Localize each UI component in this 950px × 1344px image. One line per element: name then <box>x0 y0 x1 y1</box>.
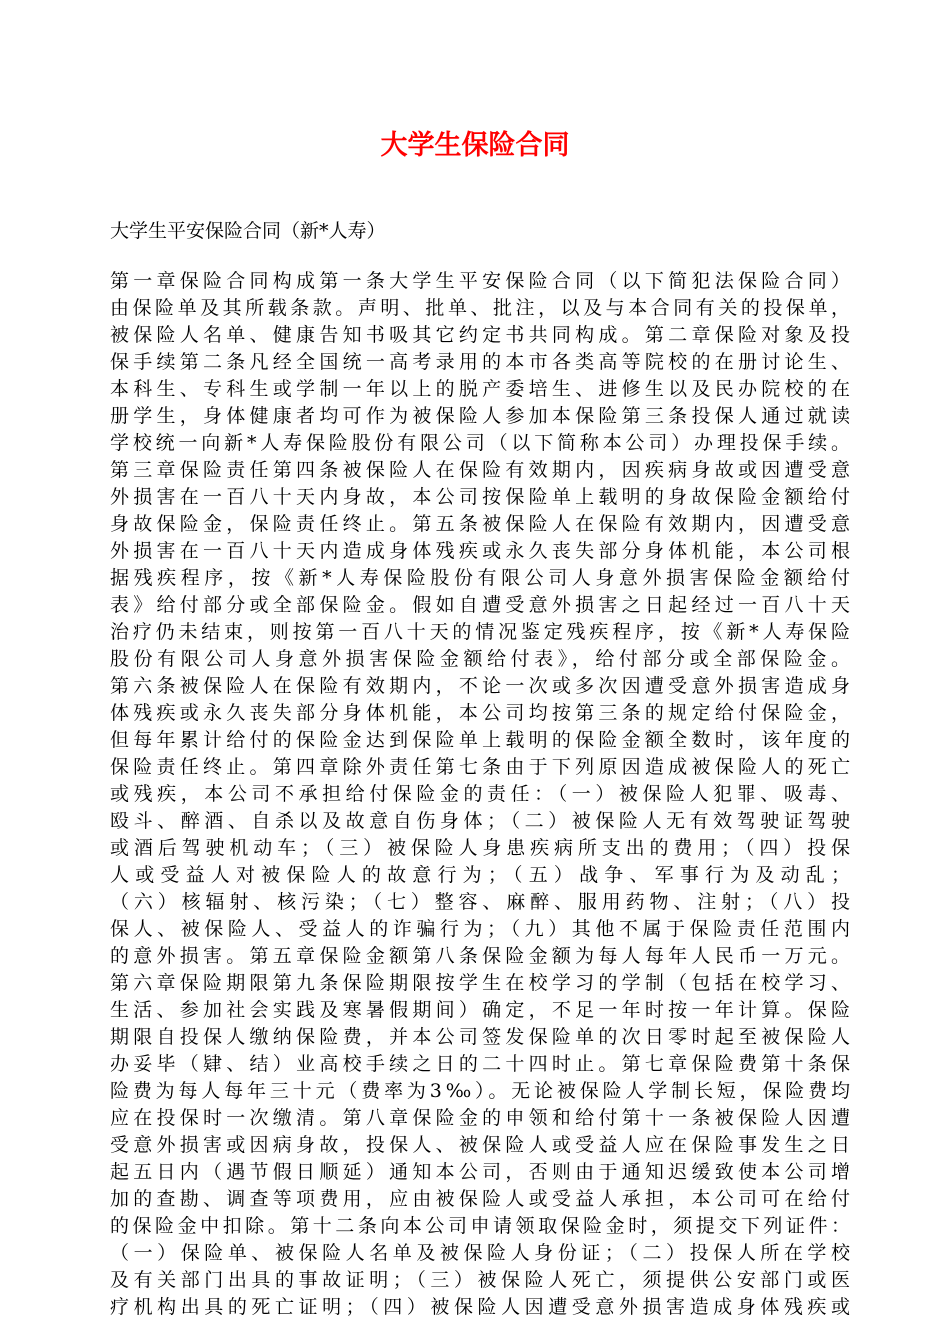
body-line: 治疗仍未结束，则按第一百八十天的情况鉴定残疾程序，按《新*人寿保险 <box>110 621 850 643</box>
body-line: （六）核辐射、核污染；（七）整容、麻醉、服用药物、注射；（八）投 <box>110 891 850 913</box>
body-line: 受意外损害或因病身故，投保人、被保险人或受益人应在保险事发生之日 <box>110 1134 850 1156</box>
body-line: （一）保险单、被保险人名单及被保险人身份证；（二）投保人所在学校 <box>110 1242 850 1264</box>
body-line: 或残疾，本公司不承担给付保险金的责任：（一）被保险人犯罪、吸毒、 <box>110 783 850 805</box>
body-line: 据残疾程序，按《新*人寿保险股份有限公司人身意外损害保险金额给付 <box>110 567 850 589</box>
body-line: 或酒后驾驶机动车；（三）被保险人身患疾病所支出的费用；（四）投保 <box>110 837 850 859</box>
body-line: 加的查勘、调查等项费用，应由被保险人或受益人承担，本公司可在给付 <box>110 1188 850 1210</box>
body-line: 的意外损害。第五章保险金额第八条保险金额为每人每年人民币一万元。 <box>110 945 850 967</box>
body-line: 殴斗、醉酒、自杀以及故意自伤身体；（二）被保险人无有效驾驶证驾驶 <box>110 810 850 832</box>
body-line: 身故保险金，保险责任终止。第五条被保险人在保险有效期内，因遭受意 <box>110 513 850 535</box>
document-title: 大学生保险合同 <box>380 130 570 161</box>
body-line: 期限自投保人缴纳保险费，并本公司签发保险单的次日零时起至被保险人 <box>110 1026 850 1048</box>
body-line: 股份有限公司人身意外损害保险金额给付表》，给付部分或全部保险金。 <box>110 648 850 670</box>
body-line: 疗机构出具的死亡证明；（四）被保险人因遭受意外损害造成身体残疾或 <box>110 1296 850 1318</box>
body-line: 人或受益人对被保险人的故意行为；（五）战争、军事行为及动乱； <box>110 864 850 886</box>
body-line: 外损害在一百八十天内身故，本公司按保险单上载明的身故保险金额给付 <box>110 486 850 508</box>
body-line: 保人、被保险人、受益人的诈骗行为；（九）其他不属于保险责任范围内 <box>110 918 850 940</box>
body-line: 本科生、专科生或学制一年以上的脱产委培生、进修生以及民办院校的在 <box>110 378 850 400</box>
body-line: 起五日内（遇节假日顺延）通知本公司，否则由于通知迟缓致使本公司增 <box>110 1161 850 1183</box>
body-line: 保险责任终止。第四章除外责任第七条由于下列原因造成被保险人的死亡 <box>110 756 850 778</box>
document-subtitle: 大学生平安保险合同（新*人寿） <box>110 220 386 242</box>
body-line: 由保险单及其所载条款。声明、批单、批注，以及与本合同有关的投保单， <box>110 297 850 319</box>
body-line: 险费为每人每年三十元（费率为3‰）。无论被保险人学制长短，保险费均 <box>110 1080 850 1102</box>
body-line: 保手续第二条凡经全国统一高考录用的本市各类高等院校的在册讨论生、 <box>110 351 850 373</box>
body-line: 应在投保时一次缴清。第八章保险金的申领和给付第十一条被保险人因遭 <box>110 1107 850 1129</box>
body-line: 表》给付部分或全部保险金。假如自遭受意外损害之日起经过一百八十天 <box>110 594 850 616</box>
body-line: 体残疾或永久丧失部分身体机能，本公司均按第三条的规定给付保险金， <box>110 702 850 724</box>
document-body <box>110 268 850 1321</box>
body-line: 第三章保险责任第四条被保险人在保险有效期内，因疾病身故或因遭受意 <box>110 459 850 481</box>
body-line: 学校统一向新*人寿保险股份有限公司（以下简称本公司）办理投保手续。 <box>110 432 850 454</box>
body-line: 但每年累计给付的保险金达到保险单上载明的保险金额全数时，该年度的 <box>110 729 850 751</box>
body-line: 生活、参加社会实践及寒暑假期间）确定，不足一年时按一年计算。保险 <box>110 999 850 1021</box>
body-line: 第一章保险合同构成第一条大学生平安保险合同（以下简犯法保险合同） <box>110 270 850 292</box>
body-line: 被保险人名单、健康告知书吸其它约定书共同构成。第二章保险对象及投 <box>110 324 850 346</box>
body-line: 的保险金中扣除。第十二条向本公司申请领取保险金时，须提交下列证件： <box>110 1215 850 1237</box>
body-line: 册学生，身体健康者均可作为被保险人参加本保险第三条投保人通过就读 <box>110 405 850 427</box>
body-line: 办妥毕（肄、结）业高校手续之日的二十四时止。第七章保险费第十条保 <box>110 1053 850 1075</box>
body-line: 及有关部门出具的事故证明；（三）被保险人死亡，须提供公安部门或医 <box>110 1269 850 1291</box>
body-line: 第六条被保险人在保险有效期内，不论一次或多次因遭受意外损害造成身 <box>110 675 850 697</box>
body-line: 第六章保险期限第九条保险期限按学生在校学习的学制（包括在校学习、 <box>110 972 850 994</box>
body-line: 外损害在一百八十天内造成身体残疾或永久丧失部分身体机能，本公司根 <box>110 540 850 562</box>
